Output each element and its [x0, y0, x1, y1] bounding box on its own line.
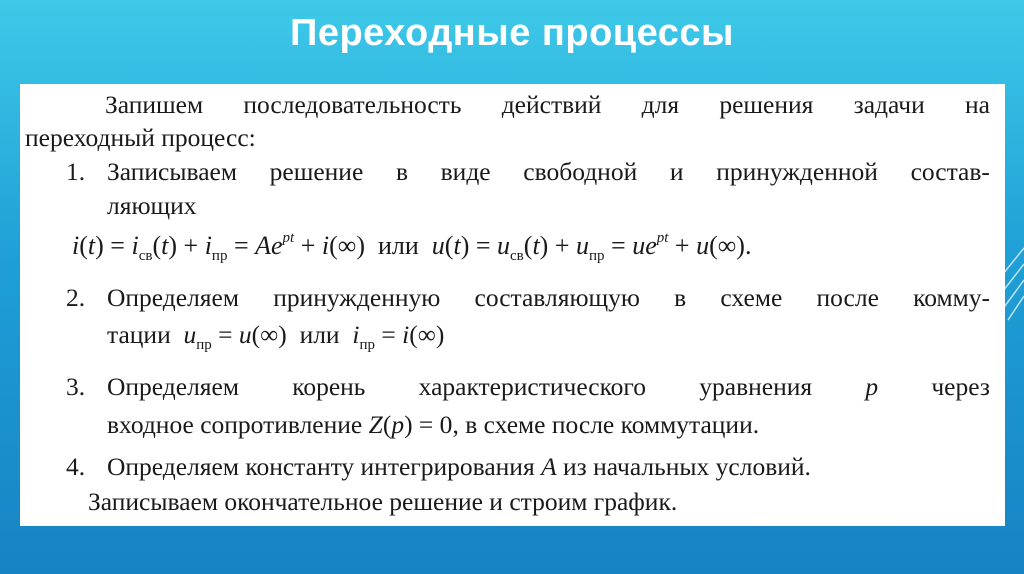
word: на — [965, 90, 990, 119]
word: составляющую — [474, 283, 640, 312]
word: решения — [719, 90, 814, 119]
word: виде — [440, 157, 491, 186]
step-3-line-1 — [107, 372, 990, 402]
step-1-line-1 — [107, 157, 990, 187]
word: после — [816, 283, 879, 312]
intro-line-1 — [105, 90, 990, 120]
word: Определяем — [107, 283, 239, 312]
word: действий — [501, 90, 602, 119]
word: состав- — [910, 157, 990, 186]
word: последовательность — [243, 90, 462, 119]
intro-line-2: переходный процесс: — [25, 123, 256, 152]
word: через — [931, 372, 990, 401]
step-3-line-2: входное сопротивление Z(p) = 0, в схеме после коммутации. — [107, 410, 760, 439]
word: уравнения — [699, 372, 813, 401]
word: и — [669, 157, 684, 186]
word: свободной — [523, 157, 638, 186]
step-1-line-2: ляющих — [107, 191, 197, 220]
step-3-tail: , в схеме после коммутации. — [452, 410, 760, 439]
step-1-formula: $i(t) = i_{св}(t) + i_{пр} = Ae^{pt} + i(\infty)$ или $u(t) = u_{св}(t) + u_{пр} = ue^{pt} + u(\infty)$. — [72, 230, 752, 264]
slide-title: Переходные процессы — [290, 12, 734, 54]
word: для — [641, 90, 680, 119]
step-2-line-1 — [107, 283, 990, 313]
word: Определяем — [107, 372, 239, 401]
word: комму- — [913, 283, 990, 312]
word: характеристического — [418, 372, 647, 401]
step-2-number: 2. — [66, 283, 86, 312]
word: задачи — [853, 90, 925, 119]
word: принужденную — [273, 283, 441, 312]
step-2-text: тации — [107, 320, 171, 349]
step-2-line-2: тации $u_{пр} = u(\infty)$ или $i_{пр} = i(\infty)$ — [107, 320, 445, 353]
content-panel — [20, 84, 1005, 526]
word: Записываем — [107, 157, 237, 186]
step-1-number: 1. — [66, 157, 86, 186]
variable-p: p — [865, 372, 879, 401]
word: в — [395, 157, 408, 186]
step-2-connector: или — [299, 320, 340, 349]
word: Запишем — [105, 90, 204, 119]
word: принужденной — [716, 157, 878, 186]
word: решение — [269, 157, 364, 186]
word: корень — [292, 372, 366, 401]
step-4-number: 4. — [66, 452, 86, 481]
step-3-text: входное сопротивление — [107, 410, 363, 439]
step-4-line-1: Определяем константу интегрирования A из начальных условий. — [107, 452, 811, 481]
word: в — [674, 283, 687, 312]
step-4-line-2: Записываем окончательное решение и строим график. — [88, 487, 678, 516]
step-3-number: 3. — [66, 372, 86, 401]
word: схеме — [720, 283, 783, 312]
